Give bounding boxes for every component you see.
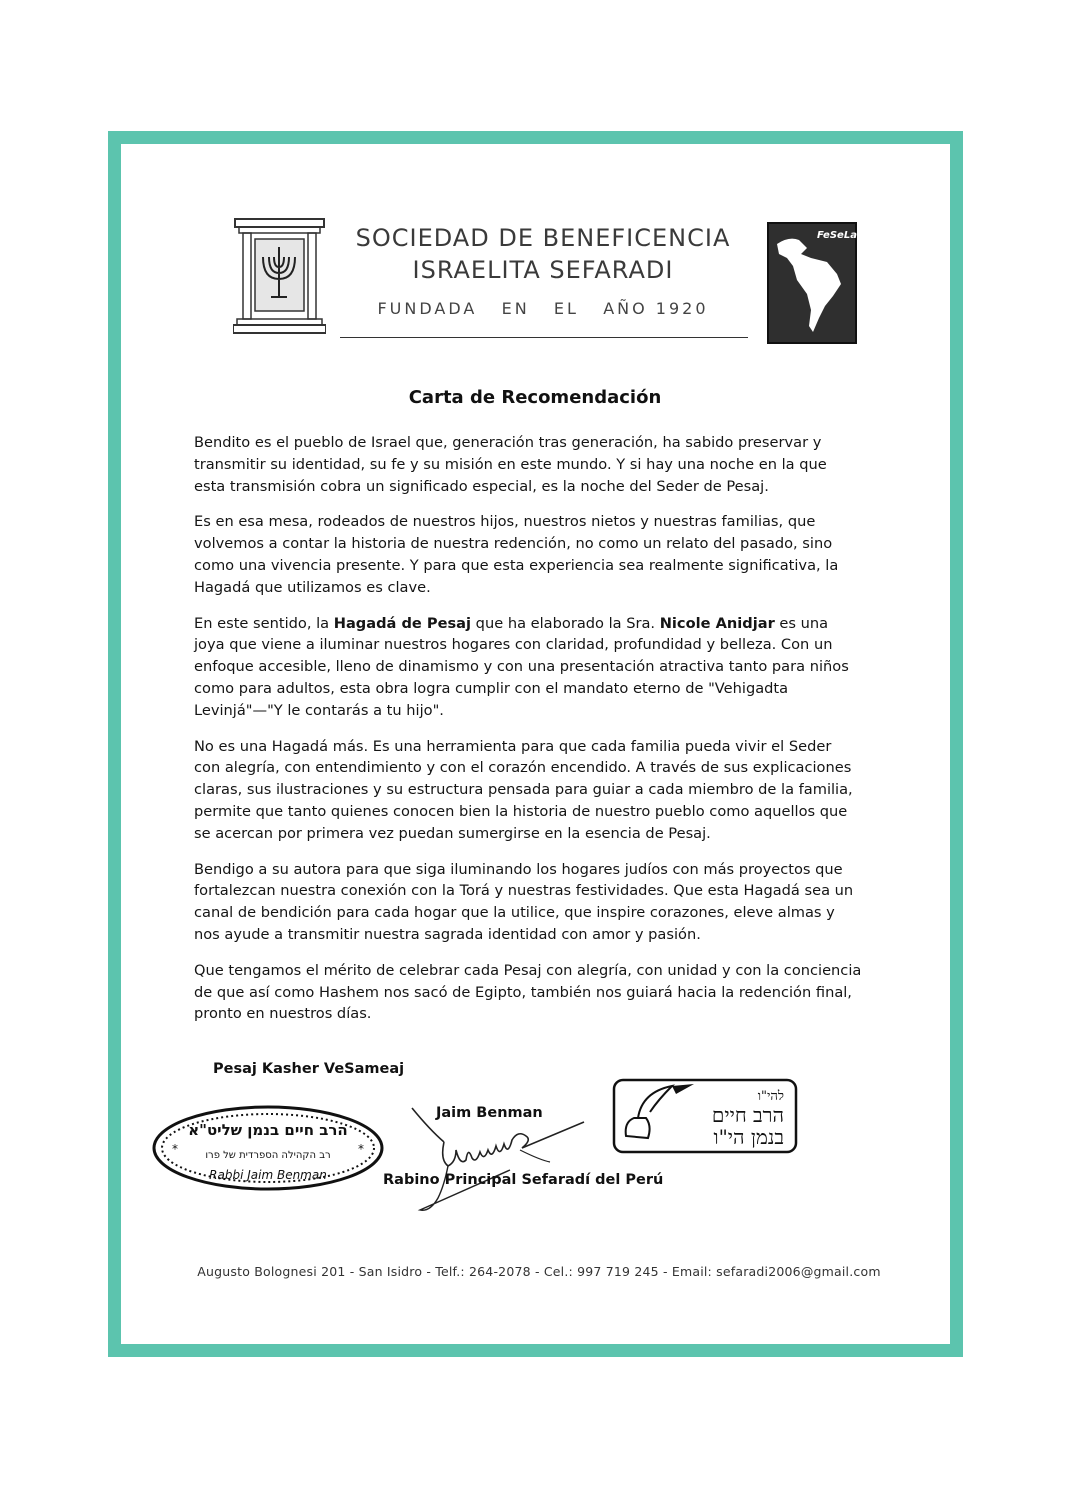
letter-title: Carta de Recomendación xyxy=(408,387,662,408)
paragraph-4: No es una Hagadá más. Es una herramienta para que cada familia pueda vivir el Seder con alegría, con entendimiento y con el corazón encendido. A través de sus explicaciones claras, sus ilustraciones y su estructura pensada para guiar a cada miembro de la familia, permite que tanto quienes conocen bien la historia de nuestro pueblo como aquellos que se acercan por primera vez puedan sumergirse en la esencia de Pesaj. xyxy=(194,737,853,842)
signer-name: Jaim Benman xyxy=(436,1105,543,1121)
paragraph-3-part-c: que ha elaborado la Sra. xyxy=(471,614,660,632)
oval-stamp-hebrew-subtitle: רב הקהילה הספרדית של פרו xyxy=(205,1150,331,1161)
letterhead xyxy=(233,217,858,347)
paragraph-5: Bendigo a su autora para que siga iluminando los hogares judíos con más proyectos que fortalezcan nuestra conexión con la Torá y nuestras festividades. Que esta Hagadá sea un canal de bendición para cada hogar que la utilice, que inspire corazones, eleve almas y nos ayude a transmitir nuestra sagrada identidad con amor y pasión. xyxy=(194,860,854,943)
letter-body xyxy=(194,432,862,1039)
organization-name-line2: ISRAELITA SEFARADI xyxy=(412,256,674,284)
paragraph-6: Que tengamos el mérito de celebrar cada Pesaj con alegría, con unidad y con la conciencia de que así como Hashem nos sacó de Egipto, también nos guiará hacia la redención final, pronto en nuestros días. xyxy=(194,961,862,1023)
founded-year: FUNDADA EN EL AÑO 1920 xyxy=(377,299,709,318)
header-divider xyxy=(340,337,748,338)
oval-stamp-latin-name: Rabbi Jaim Benman xyxy=(209,1168,327,1182)
oval-stamp-hebrew-title: הרב חיים בנמן שליט"א xyxy=(188,1121,348,1139)
svg-text:*: * xyxy=(358,1142,364,1156)
oval-rabbi-stamp xyxy=(150,1103,386,1193)
organization-name xyxy=(343,222,743,286)
paragraph-3-part-a: En este sentido, la xyxy=(194,614,334,632)
paragraph-3 xyxy=(194,613,862,722)
haggadah-title: Hagadá de Pesaj xyxy=(333,614,472,632)
rectangular-rabbi-stamp xyxy=(612,1078,798,1154)
closing-greeting: Pesaj Kasher VeSameaj xyxy=(213,1061,405,1077)
signer-title: Rabino Principal Sefaradí del Perú xyxy=(383,1172,664,1188)
paragraph-2: Es en esa mesa, rodeados de nuestros hijos, nuestros nietos y nuestras familias, que volvemos a contar la historia de nuestra redención, no como un relato del pasado, sino como una vivencia presente. Y para que esta experiencia sea realmente significativa, la Hagadá que utilizamos es clave. xyxy=(194,513,839,596)
rect-stamp-line-2: הרב חיים xyxy=(711,1103,784,1127)
author-name: Nicole Anidjar xyxy=(659,614,775,632)
svg-text:*: * xyxy=(172,1142,178,1156)
rect-stamp-line-1: להי"ו xyxy=(757,1089,784,1104)
paragraph-1: Bendito es el pueblo de Israel que, generación tras generación, ha sabido preservar y transmitir su identidad, su fe y su misión en este mundo. Y si hay una noche en la que esta transmisión cobra un significado especial, es la noche del Seder de Pesaj. xyxy=(194,434,827,495)
temple-menorah-icon xyxy=(233,217,326,335)
organization-name-line1: SOCIEDAD DE BENEFICENCIA xyxy=(355,224,731,252)
fesela-logo-text: FeSeLa xyxy=(817,230,857,241)
paragraph-3-part-e: es una joya que viene a iluminar nuestros hogares con claridad, profundidad y belleza. Con un enfoque accesible, lleno de dinamismo y con una presentación atractiva tanto para niños como para adultos, esta obra logra cumplir con el mandato eterno de "Vehigadta Levinjá"—"Y le contarás a tu hijo". xyxy=(194,614,849,719)
footer-contact: Augusto Bolognesi 201 - San Isidro - Telf.: 264-2078 - Cel.: 997 719 245 - Email: sefaradi2006@gmail.com xyxy=(197,1264,881,1279)
south-america-map-icon xyxy=(767,222,857,344)
rect-stamp-line-3: בנמן הי"ו xyxy=(713,1125,784,1149)
